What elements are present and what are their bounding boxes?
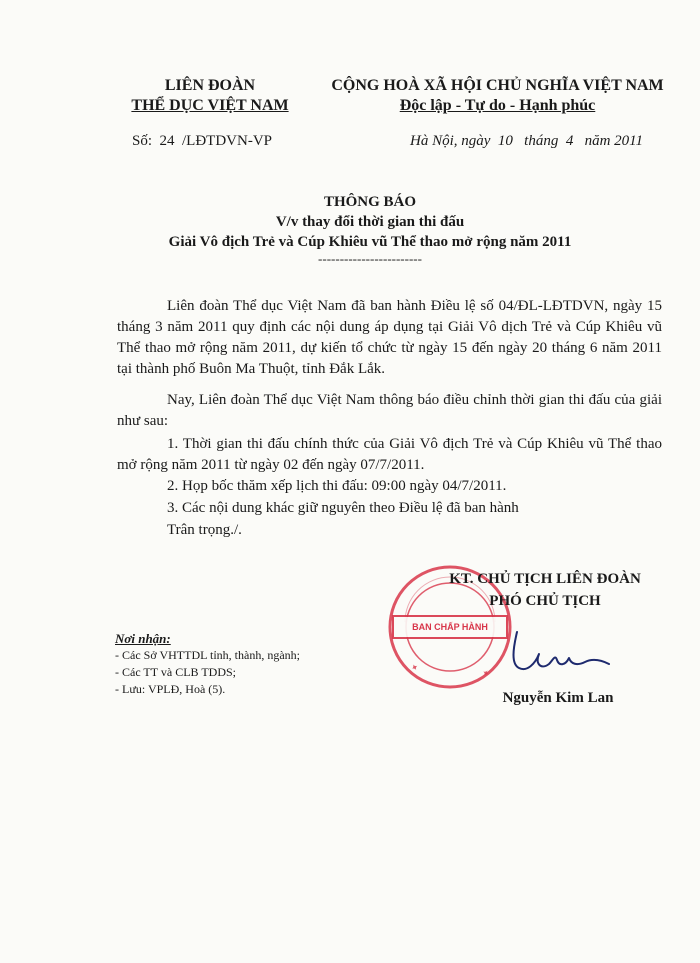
- notice-subject-line1: V/v thay đổi thời gian thi đấu: [275, 214, 465, 230]
- recipients-heading: Nơi nhận:: [115, 631, 171, 646]
- svg-text:✦: ✦: [409, 661, 421, 674]
- signer-name: Nguyễn Kim Lan: [502, 690, 614, 706]
- closing-line: Trân trọng./.: [167, 522, 242, 538]
- org-header: [110, 76, 310, 116]
- notice-subject-line2: Giải Vô địch Trẻ và Cúp Khiêu vũ Thể thao mở rộng năm 2011: [168, 234, 572, 250]
- signature-role-1: KT. CHỦ TỊCH LIÊN ĐOÀN: [449, 571, 641, 587]
- recipient-item: - Các TT và CLB TDDS;: [115, 665, 236, 679]
- recipient-item: - Các Sở VHTTDL tỉnh, thành, ngành;: [115, 648, 300, 662]
- body-item-2: 2. Họp bốc thăm xếp lịch thi đấu: 09:00 ngày 04/7/2011.: [167, 478, 507, 494]
- notice-title: THÔNG BÁO: [323, 194, 417, 210]
- document-date: Hà Nội, ngày 10 tháng 4 năm 2011: [410, 133, 644, 149]
- body-item-3: 3. Các nội dung khác giữ nguyên theo Điều lệ đã ban hành: [167, 500, 519, 516]
- body-item-1: 1. Thời gian thi đấu chính thức của Giải Vô địch Trẻ và Cúp Khiêu vũ Thể thao mở rộng năm 2011 từ ngày 02 đến ngày 07/7/2011.: [117, 436, 662, 473]
- org-name-line2: THỂ DỤC VIỆT NAM: [131, 97, 289, 114]
- state-name: CỘNG HOÀ XÃ HỘI CHỦ NGHĨA VIỆT NAM: [331, 77, 664, 94]
- handwritten-signature-icon: [505, 624, 615, 684]
- body-paragraph-1: Liên đoàn Thể dục Việt Nam đã ban hành Điều lệ số 04/ĐL-LĐTDVN, ngày 15 tháng 3 năm 2011 quy định các nội dung áp dụng tại Giải Vô dịch Trẻ và Cúp Khiêu vũ Thể thao mở rộng năm 2011, dự kiến tổ chức từ ngày 15 đến ngày 20 tháng 6 năm 2011 tại thành phố Buôn Ma Thuột, tỉnh Đắk Lắk.: [117, 298, 662, 377]
- state-header: [325, 76, 670, 116]
- document-number: Số: 24 /LĐTDVN-VP: [132, 133, 273, 149]
- stamp-banner-text: BAN CHẤP HÀNH: [412, 622, 488, 632]
- body-paragraph-2: Nay, Liên đoàn Thể dục Việt Nam thông báo điều chỉnh thời gian thi đấu của giải như sau:: [117, 392, 662, 429]
- title-block: [150, 192, 590, 266]
- recipients-block: [115, 630, 375, 698]
- svg-text:✦: ✦: [480, 667, 492, 680]
- title-rule: ------------------------: [318, 251, 422, 266]
- recipient-item: - Lưu: VPLĐ, Hoà (5).: [115, 682, 226, 696]
- org-name-line1: LIÊN ĐOÀN: [164, 77, 256, 94]
- state-motto: Độc lập - Tự do - Hạnh phúc: [399, 97, 596, 114]
- signature-role-2: PHÓ CHỦ TỊCH: [489, 593, 601, 609]
- signature-block: [420, 568, 670, 612]
